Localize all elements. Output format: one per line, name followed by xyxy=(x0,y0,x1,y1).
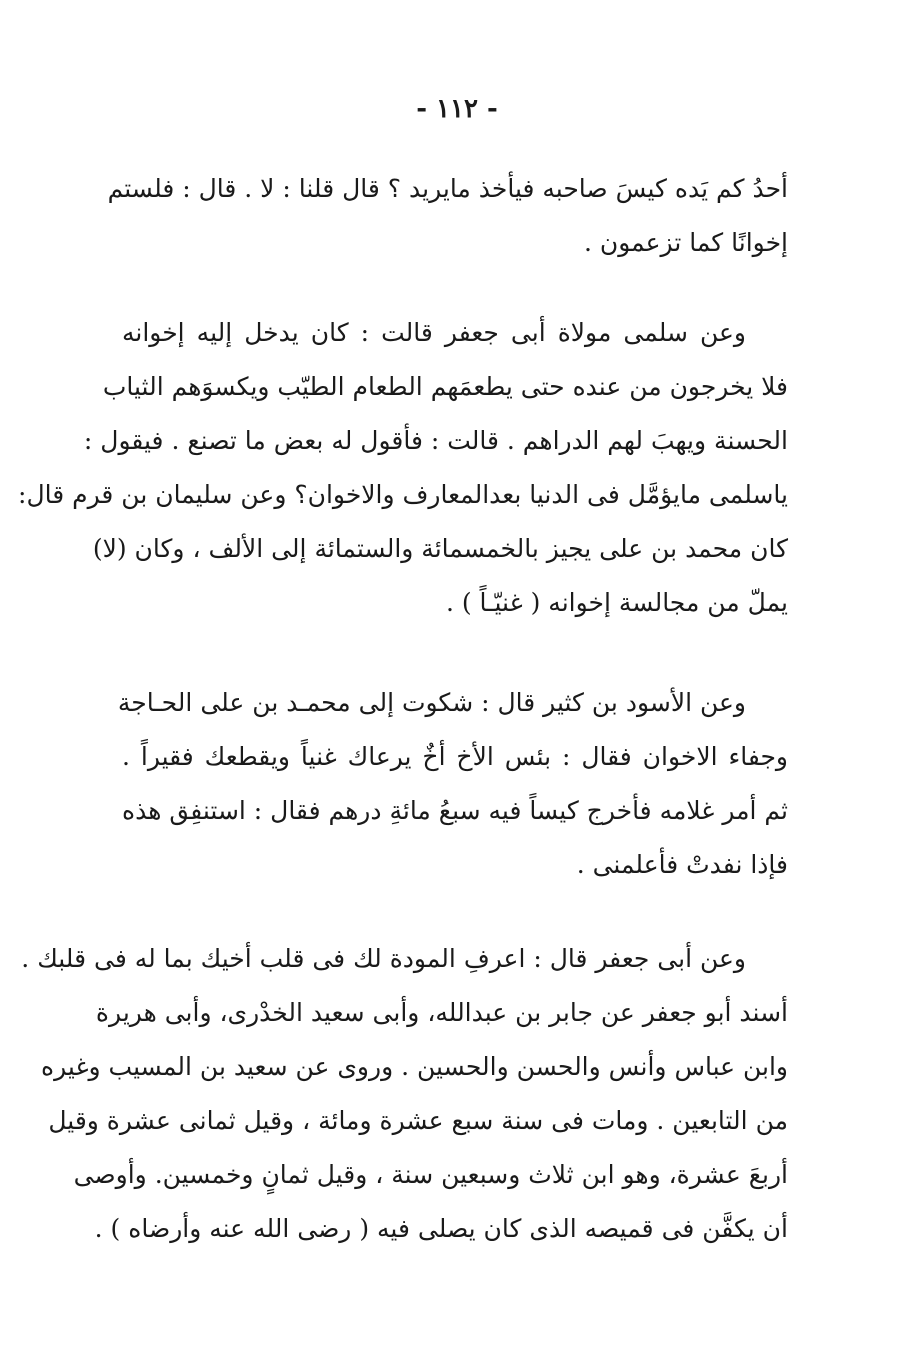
paragraph xyxy=(117,676,788,892)
text-line: فإذا نفدتْ فأعلمنى . xyxy=(576,850,788,879)
text-line: وابن عباس وأنس والحسن والحسين . وروى عن سعيد بن المسيب وغيره xyxy=(41,1052,788,1081)
page-number: - ١١٢ - xyxy=(416,94,498,124)
text-line: أحدُ كم يَده كيسَ صاحبه فيأخذ مايريد ؟ قال قلنا : لا . قال : فلستم xyxy=(107,174,788,203)
text-line: ثم أمر غلامه فأخرج كيساً فيه سبعُ مائةِ درهم فقال : استنفِق هذه xyxy=(122,796,788,825)
paragraph xyxy=(18,306,788,630)
text-line: يملّ من مجالسة إخوانه ( غنيّـاً ) . xyxy=(445,588,788,617)
text-line: وعن الأسود بن كثير قال : شكوت إلى محمـد بن على الحـاجة xyxy=(117,688,746,717)
text-line: أربعَ عشرة، وهو ابن ثلاث وسبعين سنة ، وقيل ثمانٍ وخمسين. وأوصى xyxy=(73,1160,788,1189)
text-line: فلا يخرجون من عنده حتى يطعمَهم الطعام الطيّب ويكسوَهم الثياب xyxy=(102,372,788,401)
paragraph xyxy=(107,162,788,270)
text-line: أن يكفَّن فى قميصه الذى كان يصلى فيه ( رضى الله عنه وأرضاه ) . xyxy=(94,1214,788,1243)
paragraph xyxy=(21,932,788,1256)
text-line: وعن سلمى مولاة أبى جعفر قالت : كان يدخل إليه إخوانه xyxy=(122,318,746,347)
text-line: أسند أبو جعفر عن جابر بن عبدالله، وأبى سعيد الخدْرى، وأبى هريرة xyxy=(95,998,788,1027)
text-line: ياسلمى مايؤمَّل فى الدنيا بعدالمعارف والاخوان؟ وعن سليمان بن قرم قال: xyxy=(18,480,788,509)
text-line: الحسنة ويهبَ لهم الدراهم . قالت : فأقول له بعض ما تصنع . فيقول : xyxy=(83,426,788,455)
text-line: وعن أبى جعفر قال : اعرفِ المودة لك فى قلب أخيك بما له فى قلبك . xyxy=(21,944,746,973)
text-line: وجفاء الاخوان فقال : بئس الأخ أخٌ يرعاك غنياً ويقطعك فقيراً . xyxy=(122,742,788,771)
text-line: كان محمد بن على يجيز بالخمسمائة والستمائة إلى الألف ، وكان (لا) xyxy=(92,534,788,563)
text-line: من التابعين . ومات فى سنة سبع عشرة ومائة ، وقيل ثمانى عشرة وقيل xyxy=(48,1106,788,1135)
text-line: إخوانًا كما تزعمون . xyxy=(584,228,788,257)
